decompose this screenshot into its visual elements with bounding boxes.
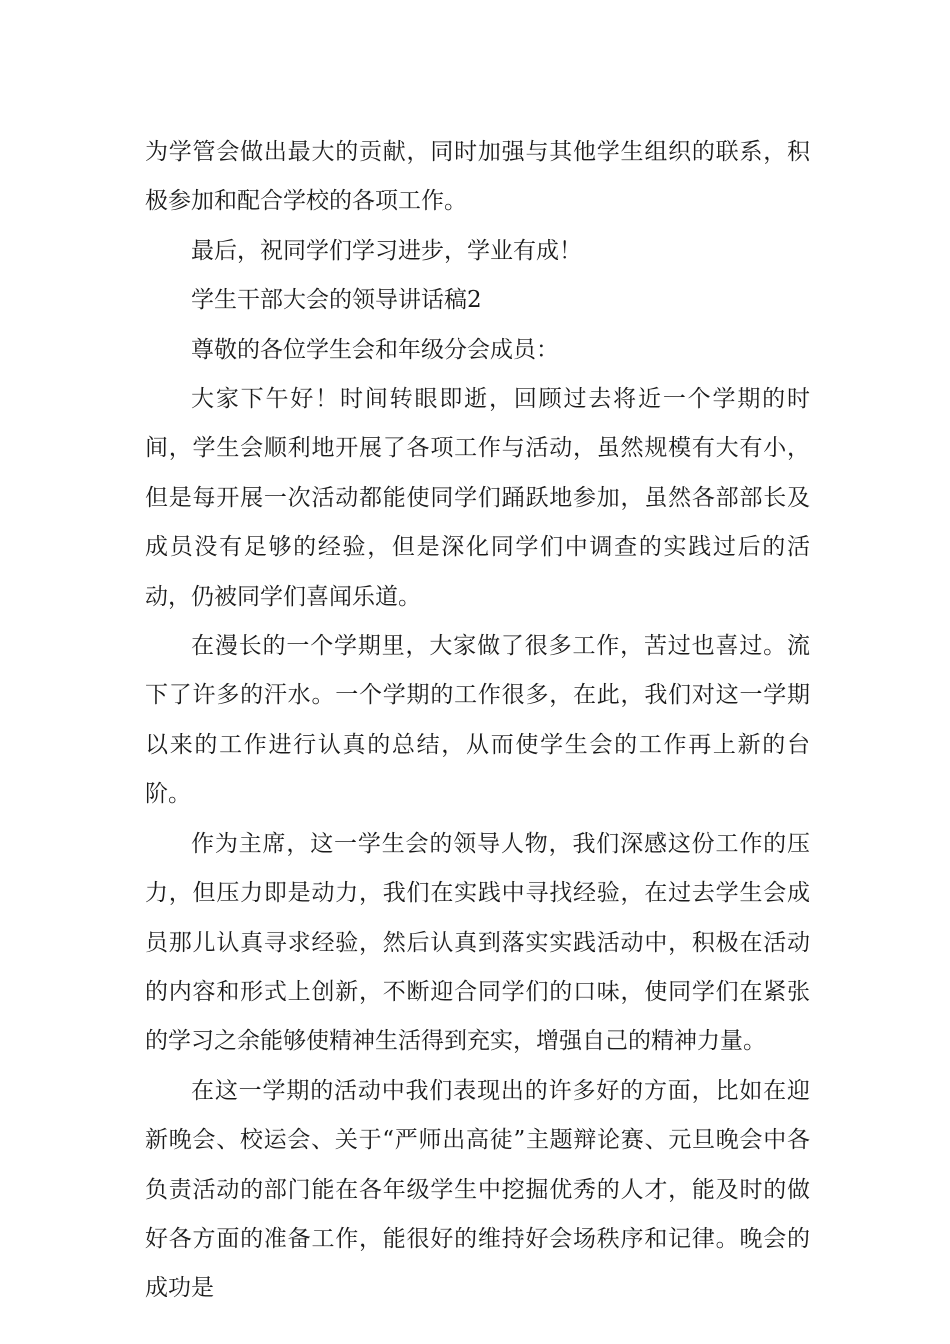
paragraph-semester-work: 在漫长的一个学期里，大家做了很多工作，苦过也喜过。流下了许多的汗水。一个学期的工作很多，在此，我们对这一学期以来的工作进行认真的总结，从而使学生会的工作再上新的台阶。 <box>145 633 810 808</box>
paragraph-chairman: 作为主席，这一学生会的领导人物，我们深感这份工作的压力，但压力即是动力，我们在实践中寻找经验，在过去学生会成员那儿认真寻求经验，然后认真到落实实践活动中，积极在活动的内容和形式上创新，不断迎合同学们的口味，使同学们在紧张的学习之余能够使精神生活得到充实，增强自己的精神力量。 <box>145 830 810 1055</box>
paragraph-greeting: 大家下午好！时间转眼即逝，回顾过去将近一个学期的时间，学生会顺利地开展了各项工作与活动，虽然规模有大有小，但是每开展一次活动都能使同学们踊跃地参加，虽然各部部长及成员没有足够的经验，但是深化同学们中调查的实践过后的活动，仍被同学们喜闻乐道。 <box>145 386 810 610</box>
paragraph-closing-wish: 最后，祝同学们学习进步，学业有成！ <box>191 237 582 264</box>
document-body <box>145 128 810 1314</box>
section-title: 学生干部大会的领导讲话稿2 <box>191 287 482 314</box>
salutation: 尊敬的各位学生会和年级分会成员： <box>191 336 559 363</box>
paragraph-activities: 在这一学期的活动中我们表现出的许多好的方面，比如在迎新晚会、校运会、关于“严师出高徒”主题辩论赛、元旦晚会中各负责活动的部门能在各年级学生中挖掘优秀的人才，能及时的做好各方面的准备工作，能很好的维持好会场秩序和记律。晚会的成功是 <box>145 1077 810 1302</box>
paragraph-continuation: 为学管会做出最大的贡献，同时加强与其他学生组织的联系，积极参加和配合学校的各项工作。 <box>145 139 810 215</box>
